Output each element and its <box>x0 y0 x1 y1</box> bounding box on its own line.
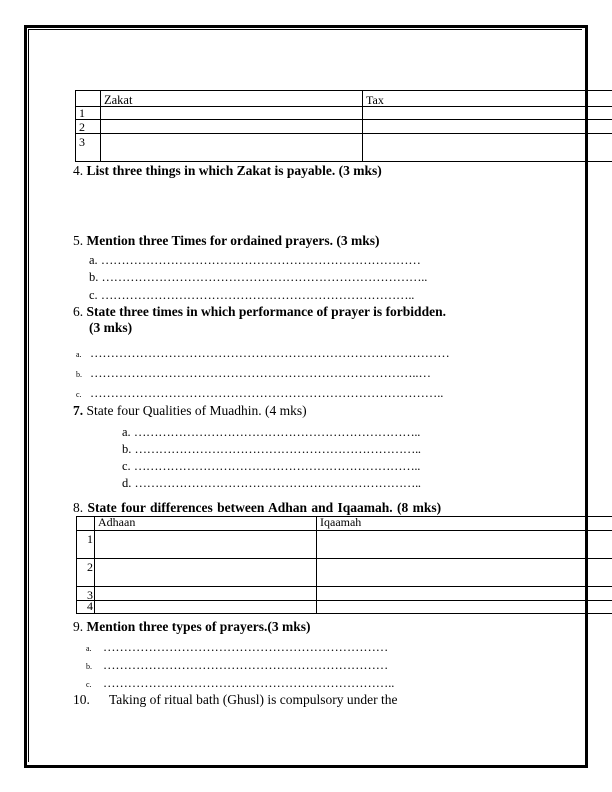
adhan-iqaamah-table <box>76 516 612 614</box>
question-number: 6. <box>73 304 84 319</box>
answer-dots: …………………………………………………………… <box>103 640 389 654</box>
answer-dots: …………………………………………………………….. <box>133 425 421 439</box>
header-cell-iqaamah: Iqaamah <box>317 517 612 531</box>
answer-line[interactable] <box>89 288 414 302</box>
zakat-answer-cell[interactable] <box>101 120 363 134</box>
question-text: State three times in which performance of prayer is forbidden. <box>86 304 446 319</box>
adhaan-answer-cell[interactable] <box>95 587 317 601</box>
row-number: 4 <box>77 601 95 614</box>
zakat-answer-cell[interactable] <box>101 134 363 162</box>
answer-line[interactable] <box>122 476 421 490</box>
answer-dots: ………………………………………………………………….. <box>100 288 415 302</box>
answer-line[interactable] <box>122 425 420 439</box>
answer-line[interactable] <box>122 459 420 473</box>
table-row <box>77 559 612 587</box>
answer-line[interactable] <box>122 442 421 456</box>
iqaamah-answer-cell[interactable] <box>317 587 612 601</box>
item-label: b. <box>89 270 99 284</box>
answer-line[interactable] <box>89 270 427 284</box>
question-text: Mention three types of prayers.(3 mks) <box>86 619 311 634</box>
question-number: 5. <box>73 233 84 248</box>
item-label: b. <box>76 370 82 379</box>
item-label: b. <box>86 662 92 671</box>
item-label: a. <box>89 253 98 267</box>
answer-line[interactable] <box>86 658 388 674</box>
question-text: List three things in which Zakat is payable. (3 mks) <box>86 163 382 178</box>
header-cell-adhaan: Adhaan <box>95 517 317 531</box>
table-row <box>76 134 612 162</box>
table-row <box>77 531 612 559</box>
answer-dots: …………………………………………………………………….. <box>101 270 428 284</box>
question-number: 10. <box>73 692 90 707</box>
iqaamah-answer-cell[interactable] <box>317 559 612 587</box>
tax-answer-cell[interactable] <box>363 134 612 162</box>
item-label: a. <box>122 425 131 439</box>
answer-dots: …………………………………………………………….. <box>133 459 421 473</box>
zakat-answer-cell[interactable] <box>101 107 363 120</box>
answer-line[interactable] <box>76 346 450 362</box>
iqaamah-answer-cell[interactable] <box>317 531 612 559</box>
adhaan-answer-cell[interactable] <box>95 531 317 559</box>
answer-line[interactable] <box>76 366 431 382</box>
question-8 <box>73 500 441 516</box>
question-number: 8. <box>73 500 84 515</box>
question-4 <box>73 163 382 179</box>
answer-line[interactable] <box>89 253 421 267</box>
adhaan-answer-cell[interactable] <box>95 601 317 614</box>
row-number: 2 <box>76 120 101 134</box>
item-label: d. <box>122 476 132 490</box>
answer-dots: …………………………………………………………………… <box>100 253 421 267</box>
answer-dots: …………………………………………………………… <box>103 658 389 672</box>
item-label: c. <box>76 390 82 399</box>
adhaan-answer-cell[interactable] <box>95 559 317 587</box>
table-row <box>77 587 612 601</box>
row-number: 3 <box>76 134 101 162</box>
tax-answer-cell[interactable] <box>363 107 612 120</box>
item-label: a. <box>86 644 92 653</box>
item-label: c. <box>122 459 131 473</box>
question-text: Mention three Times for ordained prayers. (3 mks) <box>86 233 380 248</box>
question-9 <box>73 619 310 635</box>
answer-line[interactable] <box>86 640 388 656</box>
item-label: a. <box>76 350 82 359</box>
answer-dots: …………………………………………………………….. <box>134 442 421 456</box>
question-6-marks: (3 mks) <box>89 320 133 335</box>
answer-dots: …………………………………………………………………………… <box>90 346 450 360</box>
row-number: 1 <box>76 107 101 120</box>
question-6 <box>73 304 446 320</box>
question-10 <box>73 692 398 708</box>
table-row <box>76 120 612 134</box>
header-cell-tax: Tax <box>363 91 612 107</box>
table-row <box>76 107 612 120</box>
row-number: 2 <box>77 559 95 587</box>
answer-line[interactable] <box>76 386 443 402</box>
question-number: 7. <box>73 403 84 418</box>
answer-dots: ………………………………………………………………………….. <box>90 386 444 400</box>
answer-dots: …………………………………………………………….. <box>134 476 421 490</box>
header-cell-zakat: Zakat <box>101 91 363 107</box>
question-text: State four Qualities of Muadhin. (4 mks) <box>86 403 307 418</box>
item-label: c. <box>86 680 92 689</box>
answer-dots: ……………………………………………………………………..… <box>90 366 431 380</box>
tax-answer-cell[interactable] <box>363 120 612 134</box>
table-row <box>77 601 612 614</box>
zakat-tax-table <box>75 90 612 162</box>
question-number: 9. <box>73 619 84 634</box>
question-7 <box>73 403 307 419</box>
row-number: 3 <box>77 587 95 601</box>
item-label: b. <box>122 442 132 456</box>
row-number: 1 <box>77 531 95 559</box>
header-cell-blank <box>76 91 101 107</box>
question-text: State four differences between Adhan and Iqaamah. (8 mks) <box>87 500 442 515</box>
answer-dots: …………………………………………………………….. <box>103 676 395 690</box>
answer-line[interactable] <box>86 676 394 692</box>
iqaamah-answer-cell[interactable] <box>317 601 612 614</box>
header-cell-blank <box>77 517 95 531</box>
item-label: c. <box>89 288 98 302</box>
question-number: 4. <box>73 163 84 178</box>
question-5 <box>73 233 379 249</box>
question-text: Taking of ritual bath (Ghusl) is compulsory under the <box>109 692 398 707</box>
